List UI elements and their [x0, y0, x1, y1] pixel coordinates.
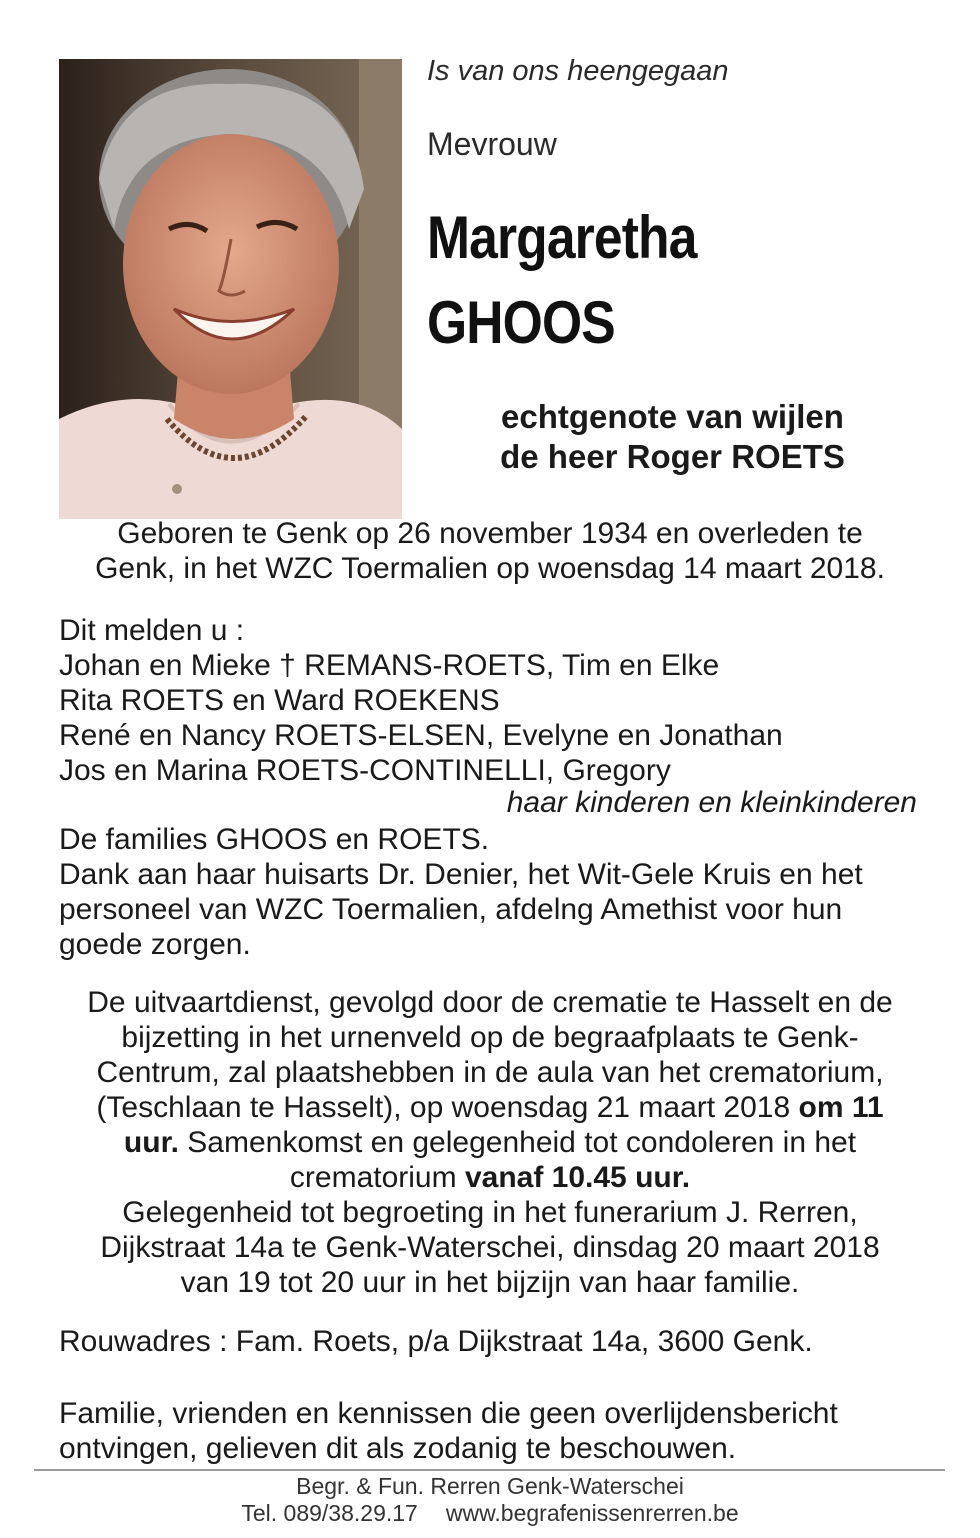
intro-text: Is van ons heengegaan: [427, 55, 729, 87]
family-line: René en Nancy ROETS-ELSEN, Evelyne en Jonathan: [59, 719, 783, 752]
family-line: Johan en Mieke † REMANS-ROETS, Tim en Elke: [59, 649, 720, 682]
condolence-text: Samenkomst en gelegenheid tot condoleren in het: [178, 1126, 857, 1159]
service-line-5: [40, 1125, 940, 1160]
footer-divider: [34, 1469, 945, 1471]
notice-line-2: ontvingen, gelieven dit als zodanig te beschouwen.: [59, 1432, 737, 1465]
mourning-address: Rouwadres : Fam. Roets, p/a Dijkstraat 14a, 3600 Genk.: [59, 1325, 813, 1358]
portrait-illustration: [59, 59, 402, 519]
service-line-2: bijzetting in het urnenveld op de begraafplaats te Genk-: [121, 1021, 859, 1054]
service-line-9: van 19 tot 20 uur in het bijzijn van haar familie.: [180, 1266, 800, 1299]
service-time-bold-end: uur.: [123, 1126, 179, 1159]
family-heading: Dit melden u :: [59, 614, 245, 647]
footer-company: Begr. & Fun. Rerren Genk-Waterschei: [296, 1473, 684, 1499]
service-line-1: De uitvaartdienst, gevolgd door de crematie te Hasselt en de: [87, 986, 893, 1019]
families-line: De families GHOOS en ROETS.: [59, 823, 490, 856]
first-name: Margaretha: [427, 204, 697, 271]
footer-website: www.begrafenissenrerren.be: [445, 1500, 739, 1526]
birth-death-line-2: Genk, in het WZC Toermalien op woensdag 14 maart 2018.: [95, 552, 885, 585]
spouse-line-1: echtgenote van wijlen: [501, 398, 844, 435]
footer-contact: [0, 1500, 980, 1527]
service-date-text: (Teschlaan te Hasselt), op woensdag 21 maart 2018: [96, 1091, 799, 1124]
service-block: [40, 985, 940, 1300]
spouse-line-2: de heer Roger ROETS: [500, 438, 845, 475]
families-and-thanks-block: [59, 822, 929, 962]
family-line: Jos en Marina ROETS-CONTINELLI, Gregory: [59, 754, 671, 787]
last-name: GHOOS: [427, 289, 615, 356]
service-line-6: [40, 1160, 940, 1195]
footer-phone: Tel. 089/38.29.17: [241, 1500, 418, 1526]
birth-death-block: [40, 516, 940, 586]
honorific: Mevrouw: [427, 126, 557, 162]
notice-line-1: Familie, vrienden en kennissen die geen overlijdensbericht: [59, 1397, 838, 1430]
family-line: Rita ROETS en Ward ROEKENS: [59, 684, 500, 717]
birth-death-line-1: Geboren te Genk op 26 november 1934 en overleden te: [117, 517, 863, 550]
family-relation: haar kinderen en kleinkinderen: [506, 786, 917, 819]
service-line-4: [40, 1090, 940, 1125]
service-time-bold: om 11: [798, 1091, 884, 1124]
family-block: [59, 613, 929, 788]
crematorium-text: crematorium: [289, 1161, 465, 1194]
thanks-line-1: Dank aan haar huisarts Dr. Denier, het Wit-Gele Kruis en het: [59, 858, 863, 891]
portrait-photo: [59, 59, 402, 519]
service-line-8: Dijkstraat 14a te Genk-Waterschei, dinsdag 20 maart 2018: [100, 1231, 880, 1264]
service-line-3: Centrum, zal plaatshebben in de aula van het crematorium,: [96, 1056, 884, 1089]
notice-block: [59, 1396, 929, 1466]
thanks-line-2: personeel van WZC Toermalien, afdelng Amethist voor hun: [59, 893, 843, 926]
condolence-time-bold: vanaf 10.45 uur.: [464, 1161, 691, 1194]
service-line-7: Gelegenheid tot begroeting in het funerarium J. Rerren,: [122, 1196, 858, 1229]
thanks-line-3: goede zorgen.: [59, 928, 251, 961]
